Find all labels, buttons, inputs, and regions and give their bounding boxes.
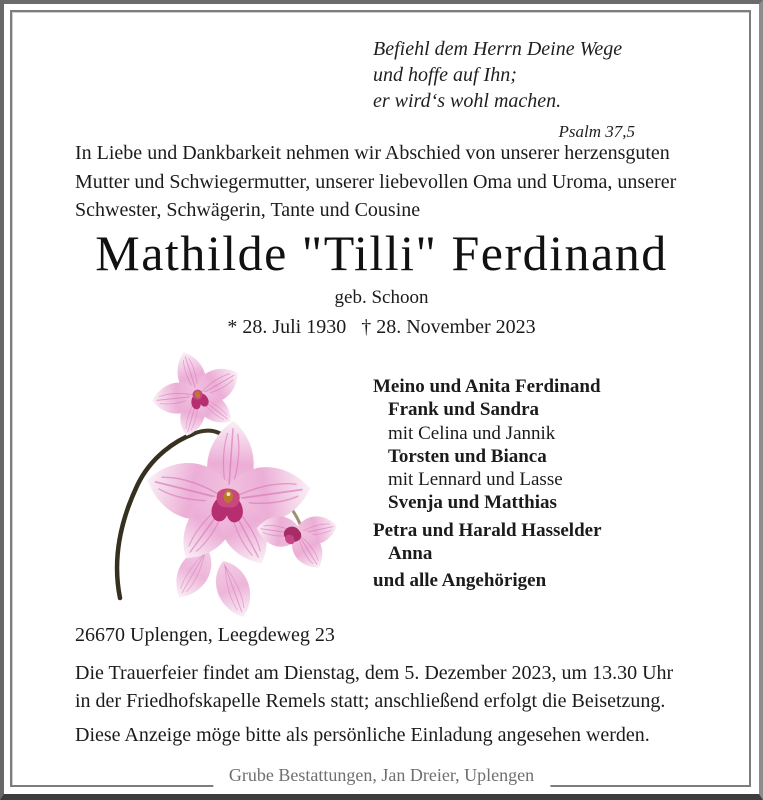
orchid-photo <box>85 348 353 620</box>
intro-line: In Liebe und Dankbarkeit nehmen wir Abschied von unserer herzensguten <box>75 142 670 164</box>
mourner-line: und alle Angehörigen <box>373 570 547 592</box>
funeral-home-footer: Grube Bestattungen, Jan Dreier, Uplengen <box>213 762 550 788</box>
quote-line: und hoffe auf Ihn; <box>373 64 517 86</box>
mourner-line: Torsten und Bianca <box>388 445 547 467</box>
invitation-line: Diese Anzeige möge bitte als persönliche Einladung angesehen werden. <box>75 724 650 746</box>
intro-line: Schwester, Schwägerin, Tante und Cousine <box>75 199 421 221</box>
mourner-line: Anna <box>388 543 433 565</box>
mourner-line: Petra und Harald Hasselder <box>373 519 602 541</box>
mourner-line: Svenja und Matthias <box>388 492 557 514</box>
maiden-name: geb. Schoon <box>334 287 429 308</box>
birth-date: * 28. Juli 1930 <box>227 316 347 338</box>
deceased-name: Mathilde "Tilli" Ferdinand <box>95 225 668 281</box>
event-line: Die Trauerfeier findet am Dienstag, dem 5. Dezember 2023, um 13.30 Uhr <box>75 662 674 684</box>
address-line: 26670 Uplengen, Leegdeweg 23 <box>75 624 335 646</box>
mourner-line: mit Celina und Jannik <box>388 422 556 444</box>
quote-line: Befiehl dem Herrn Deine Wege <box>373 38 623 60</box>
death-date: † 28. November 2023 <box>361 316 536 338</box>
mourner-line: Meino und Anita Ferdinand <box>373 376 601 397</box>
orchid-flower-main <box>137 415 321 578</box>
intro-line: Mutter und Schwiegermutter, unserer liebevollen Oma und Uroma, unserer <box>75 170 677 193</box>
mourner-line: mit Lennard und Lasse <box>388 469 563 491</box>
mourner-line: Frank und Sandra <box>388 399 540 421</box>
quote-source: Psalm 37,5 <box>558 122 635 141</box>
quote-line: er wird‘s wohl machen. <box>373 90 562 112</box>
event-line: in der Friedhofskapelle Remels statt; anschließend erfolgt die Beisetzung. <box>75 690 666 712</box>
